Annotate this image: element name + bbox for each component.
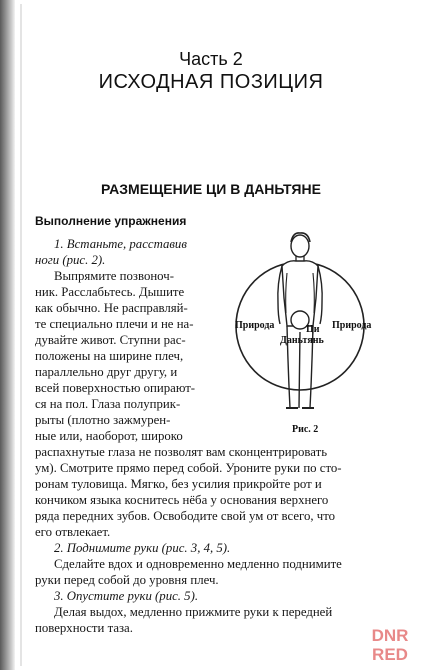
text-line: ряда передних зубов. Освободите свой ум от всего, что: [35, 509, 336, 523]
text-line: Выпрямите позвоноч-: [54, 269, 174, 283]
text-line: ся на пол. Глаза полуприк-: [35, 397, 181, 411]
page-binding-shadow: [0, 0, 15, 670]
text-line: Сделайте вдох и одновременно медленно поднимите: [54, 557, 342, 571]
text-line: ник. Расслабьтесь. Дышите: [35, 285, 185, 299]
text-line: положены на ширине плеч,: [35, 349, 184, 363]
chapter-title: ИСХОДНАЯ ПОЗИЦИЯ: [98, 71, 324, 93]
section-title: РАЗМЕЩЕНИЕ ЦИ В ДАНЬТЯНЕ: [101, 181, 321, 197]
figure-caption: Рис. 2: [292, 424, 319, 435]
text-line: дувайте живот. Ступни рас-: [35, 333, 186, 347]
exercise-subheading: Выполнение упражнения: [35, 214, 187, 228]
text-line: его отвлекает.: [35, 525, 111, 539]
text-line: руки перед собой до уровня плеч.: [35, 573, 219, 587]
figure-head: [291, 235, 309, 257]
figure-left-arm: [278, 266, 282, 324]
text-line: параллельно друг другу, и: [35, 365, 178, 379]
text-line: кончиком языка коснитесь нёба у основания верхнего: [35, 493, 329, 507]
label-dantian: Даньтянь: [280, 335, 324, 346]
text-line: как обычно. Не расправляй-: [35, 301, 188, 315]
figure-2: [230, 228, 370, 443]
page-margin-line: [20, 4, 22, 666]
text-line: Делая выдох, медленно прижмите руки к передней: [54, 605, 333, 619]
text-line: ные или, наоборот, широко: [35, 429, 183, 443]
text-line: поверхности таза.: [35, 621, 133, 635]
label-nature-right: Природа: [332, 320, 372, 331]
text-line: ум). Смотрите прямо перед собой. Уроните руки по сто-: [35, 461, 342, 475]
text-line: 3. Опустите руки (рис. 5).: [54, 589, 199, 603]
text-line: ронам туловища. Мягко, без усилия прикройте рот и: [35, 477, 322, 491]
text-line: всей поверхностью опирают-: [35, 381, 196, 395]
svg-text:DNR: DNR: [371, 626, 409, 645]
part-title: Часть 2: [179, 49, 243, 69]
text-line: 2. Поднимите руки (рис. 3, 4, 5).: [54, 541, 231, 555]
label-nature-left: Природа: [235, 320, 275, 331]
text-line: ноги (рис. 2).: [35, 253, 106, 267]
label-qi: Ци: [306, 324, 320, 335]
svg-text:RED: RED: [372, 645, 408, 664]
text-line: те специально плечи и не на-: [35, 317, 194, 331]
text-line: рыты (плотно зажмурен-: [35, 413, 171, 427]
watermark-logo: [364, 624, 416, 664]
text-line: распахнутые глаза не позволят вам сконцентрировать: [35, 445, 328, 459]
text-line: 1. Встаньте, расставив: [54, 237, 187, 251]
figure-right-arm: [318, 266, 322, 324]
dnr-red-watermark: [364, 624, 416, 664]
